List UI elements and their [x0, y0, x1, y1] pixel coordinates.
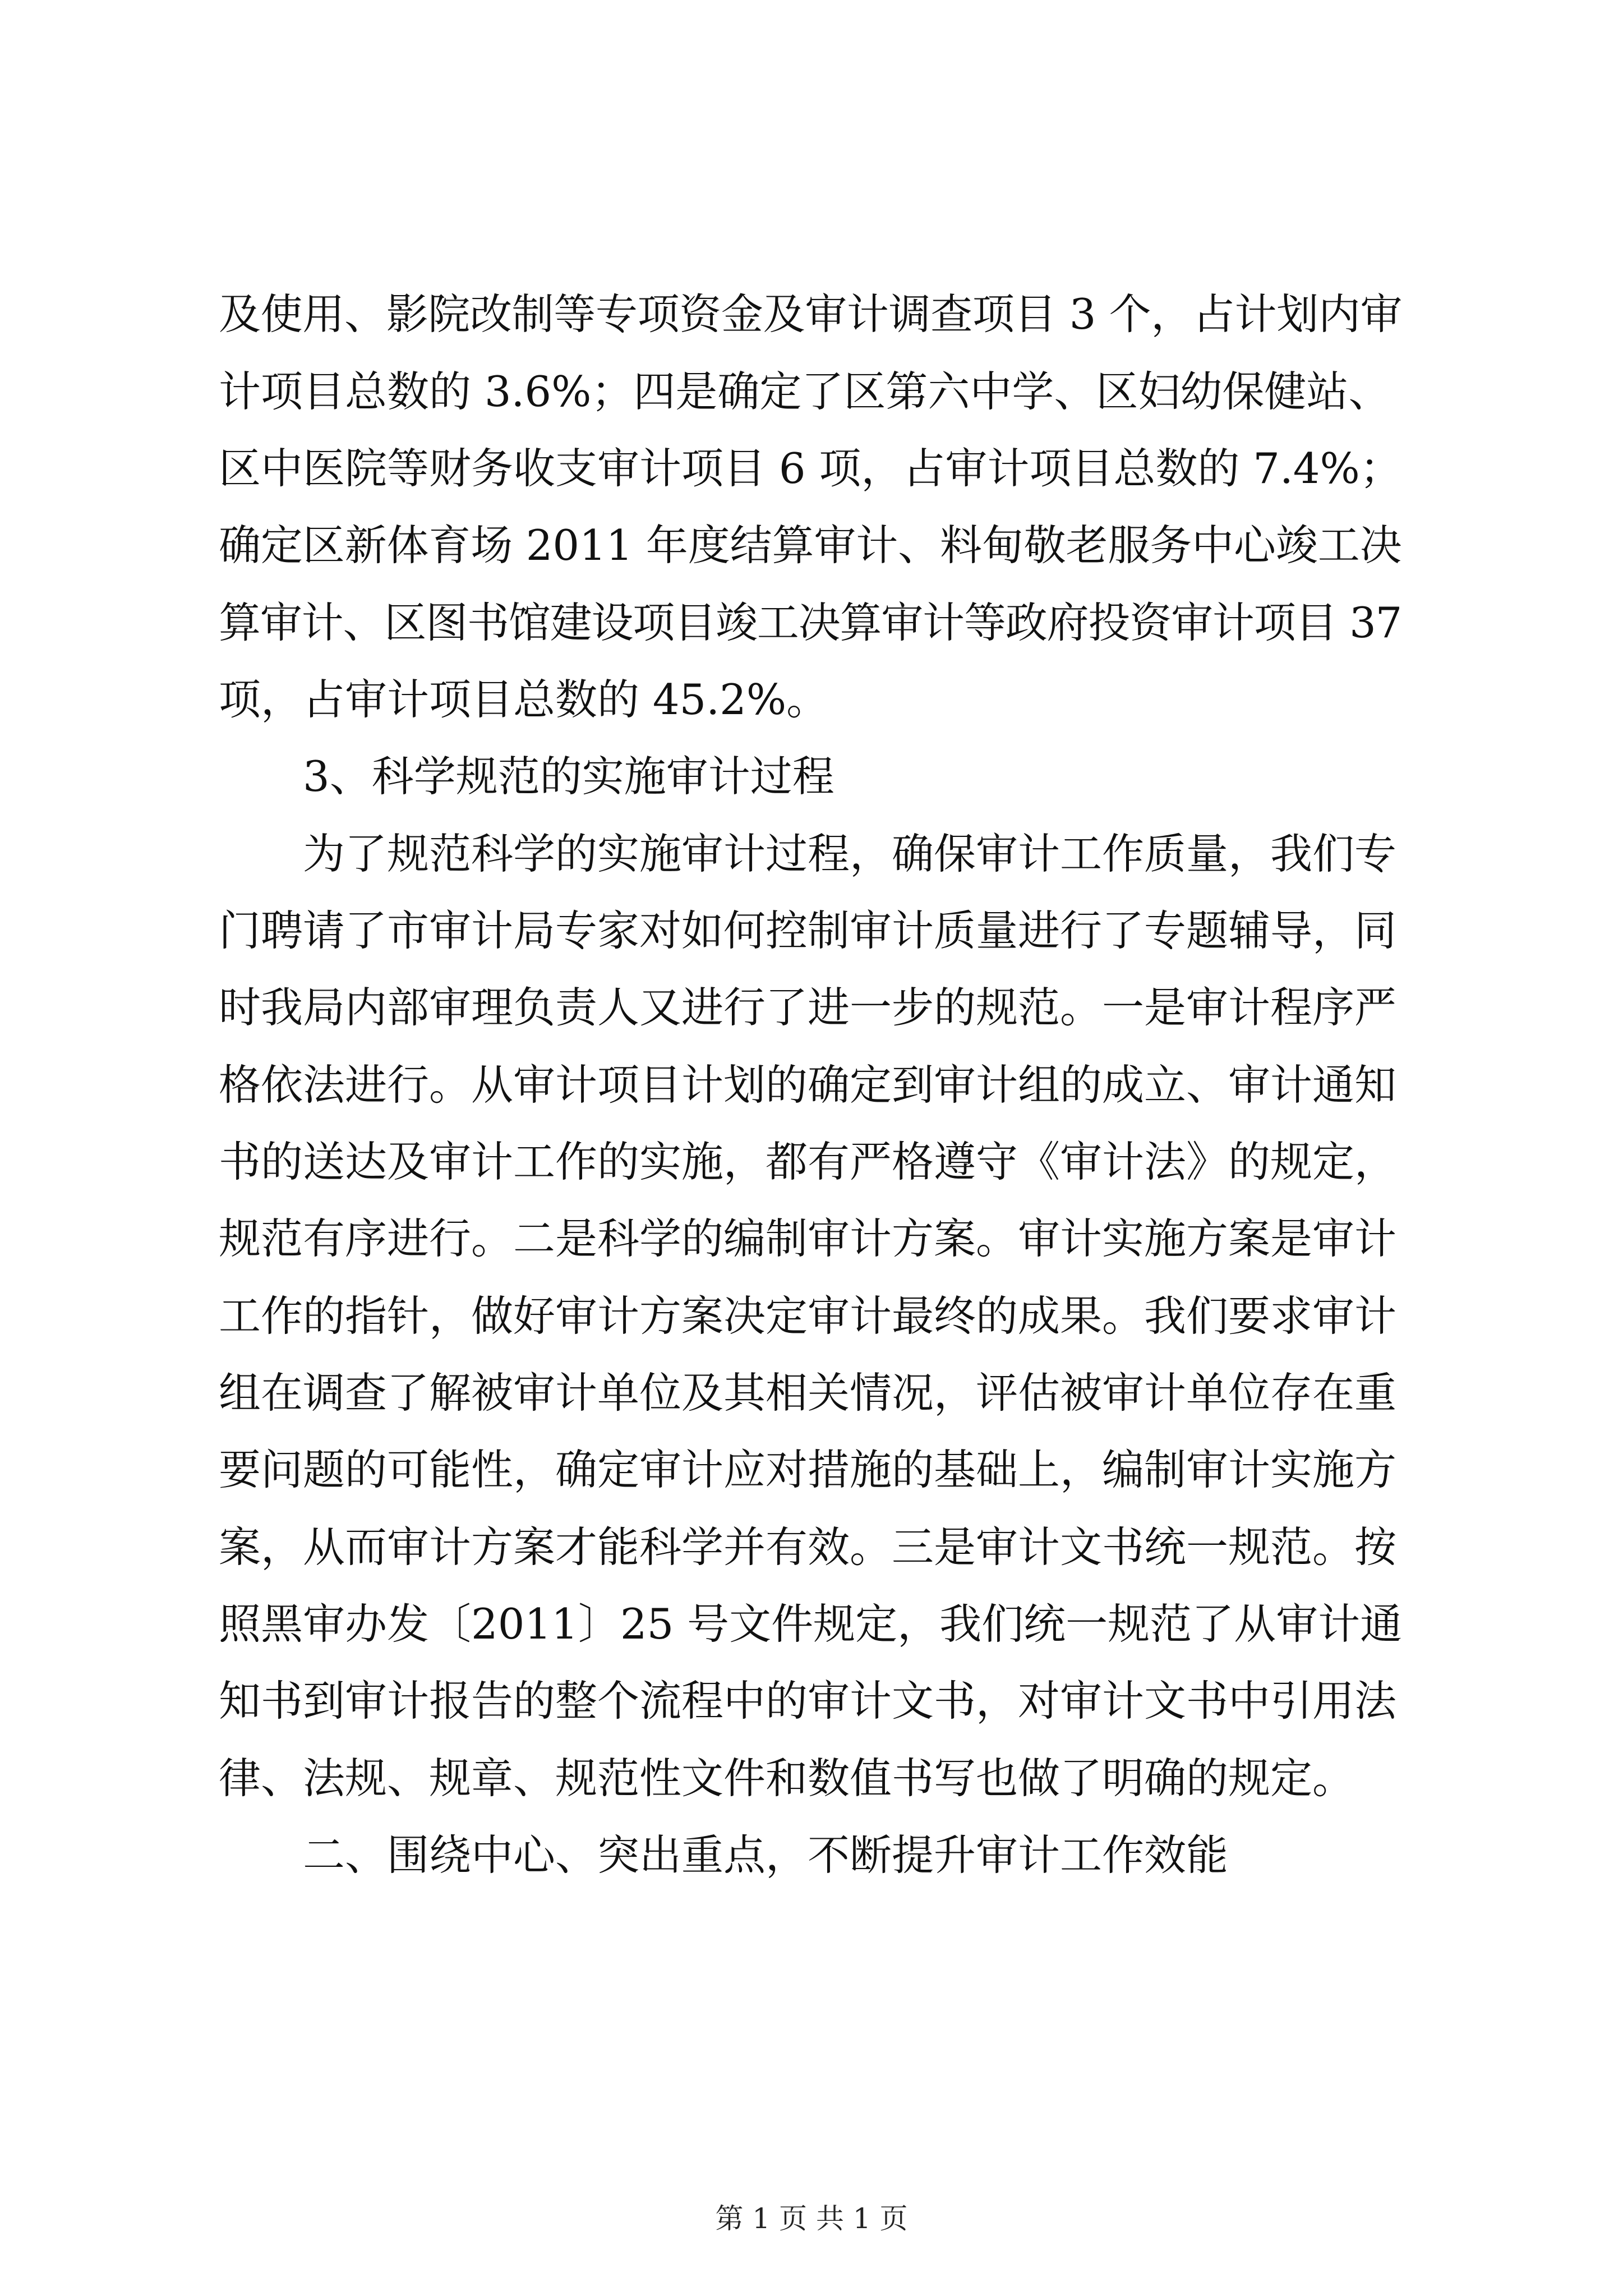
line-text: 书的送达及审计工作的实施，都有严格遵守《审计法》的规定，	[219, 1137, 1397, 1186]
body-text-line	[0, 1750, 1623, 1806]
body-text-line	[0, 1519, 1623, 1575]
line-text: 为了规范科学的实施审计过程，确保审计工作质量，我们专	[303, 829, 1397, 878]
body-text-line	[0, 286, 1623, 342]
line-text: 工作的指针，做好审计方案决定审计最终的成果。我们要求审计	[219, 1291, 1397, 1341]
body-text-line	[0, 979, 1623, 1036]
body-text-line	[0, 595, 1623, 651]
line-text: 知书到审计报告的整个流程中的审计文书，对审计文书中引用法	[219, 1676, 1397, 1726]
body-text-line	[0, 1134, 1623, 1190]
body-text-line	[0, 1211, 1623, 1267]
line-text: 照黑审办发〔2011〕25 号文件规定，我们统一规范了从审计通	[219, 1599, 1403, 1649]
body-text-line	[0, 364, 1623, 420]
line-text: 门聘请了市审计局专家对如何控制审计质量进行了专题辅导，同	[219, 906, 1397, 955]
line-text: 计项目总数的 3.6%；四是确定了区第六中学、区妇幼保健站、	[219, 367, 1391, 416]
body-text-line	[0, 903, 1623, 959]
body-text-line	[0, 440, 1623, 496]
line-text: 确定区新体育场 2011 年度结算审计、料甸敬老服务中心竣工决	[219, 521, 1402, 570]
body-text-line	[0, 1596, 1623, 1652]
line-text: 规范有序进行。二是科学的编制审计方案。审计实施方案是审计	[219, 1214, 1397, 1263]
heading-text: 二、围绕中心、突出重点，不断提升审计工作效能	[303, 1830, 1229, 1880]
line-text: 及使用、影院改制等专项资金及审计调查项目 3 个，占计划内审	[219, 289, 1403, 339]
line-text: 组在调查了解被审计单位及其相关情况，评估被审计单位存在重	[219, 1368, 1397, 1418]
section-heading	[0, 748, 1623, 804]
heading-text: 3、科学规范的实施审计过程	[303, 752, 834, 801]
line-text: 区中医院等财务收支审计项目 6 项，占审计项目总数的 7.4%；	[219, 444, 1402, 493]
body-text-line	[0, 1442, 1623, 1498]
body-text-line	[0, 1365, 1623, 1421]
line-text: 格依法进行。从审计项目计划的确定到审计组的成立、审计通知	[219, 1060, 1397, 1110]
body-text-line	[0, 1057, 1623, 1113]
page-footer: 第 1 页 共 1 页	[715, 2202, 908, 2235]
section-heading	[0, 1827, 1623, 1883]
line-text: 要问题的可能性，确定审计应对措施的基础上，编制审计实施方	[219, 1445, 1397, 1494]
line-text: 律、法规、规章、规范性文件和数值书写也做了明确的规定。	[219, 1754, 1355, 1803]
body-text-line	[0, 1288, 1623, 1344]
line-text: 案，从而审计方案才能科学并有效。三是审计文书统一规范。按	[219, 1522, 1397, 1572]
line-text: 时我局内部审理负责人又进行了进一步的规范。一是审计程序严	[219, 983, 1397, 1032]
line-text: 项，占审计项目总数的 45.2%。	[219, 675, 829, 724]
body-text-line	[0, 517, 1623, 573]
body-text-line	[0, 1673, 1623, 1729]
body-text-line	[0, 671, 1623, 728]
paragraph-first-line	[0, 826, 1623, 882]
line-text: 算审计、区图书馆建设项目竣工决算审计等政府投资审计项目 37	[219, 598, 1402, 647]
